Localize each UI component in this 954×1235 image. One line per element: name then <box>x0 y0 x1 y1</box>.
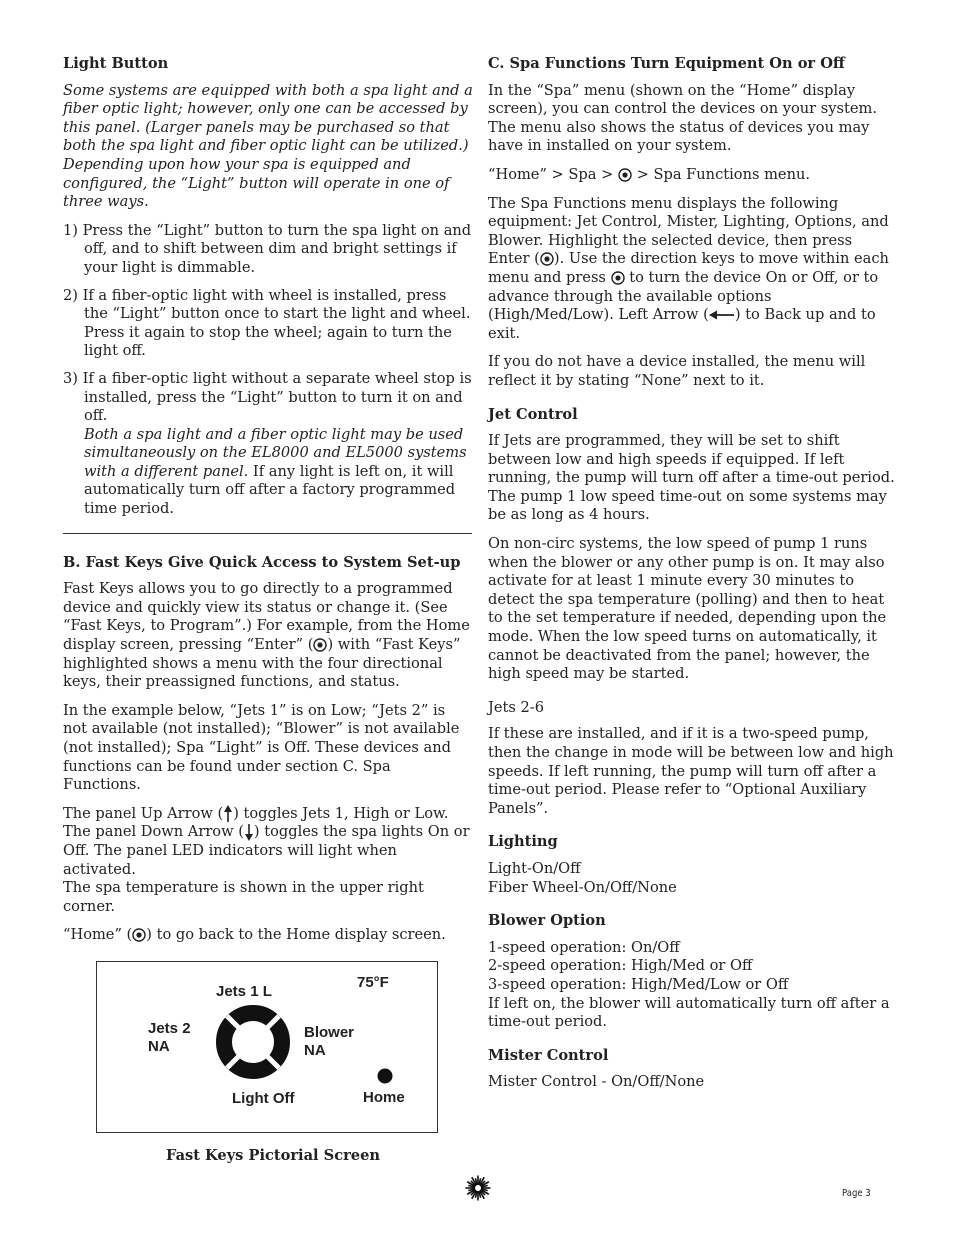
down-arrow-icon <box>244 823 254 841</box>
up-arrow-icon <box>223 805 233 823</box>
spa-functions-p2-a: “Home” > Spa > <box>488 165 614 183</box>
enter-target-icon <box>540 252 554 266</box>
spa-functions-p4: If you do not have a device installed, the menu will reflect it by stating “None” next to it. <box>488 353 866 389</box>
section-divider <box>63 533 472 534</box>
jets-2-6-p1: If these are installed, and if it is a two-speed pump, then the change in mode will be between low and high speeds. If left running, the pump will turn off after a time-out period. Please refer to “Optional Auxiliary Panels”. <box>488 725 894 817</box>
fast-keys-screen <box>96 961 438 1133</box>
blower-line-4: If left on, the blower will automatically turn off after a time-out period. <box>488 994 890 1031</box>
fast-keys-p1-a: Fast Keys allows you to go directly to a programmed device and quickly view its status or change it. (See “Fast Keys, to Program”.) For example, from the Home display screen, pressing “Enter” ( <box>63 580 470 654</box>
light-steps <box>63 222 473 519</box>
right-column <box>488 55 898 1102</box>
fast-keys-p4-a: “Home” ( <box>63 926 133 944</box>
spa-functions-p3-b: ). Use the direction keys to move within each menu and press <box>488 250 889 286</box>
spa-functions-p2 <box>488 166 898 185</box>
fast-keys-p2: In the example below, “Jets 1” is on Low; “Jets 2” is not available (not installed); “Blower” is not available (not installed); Spa “Light” is Off. These devices and functions can be found under section C. Spa Functions. <box>63 701 460 794</box>
blower-options <box>488 939 898 1032</box>
fast-keys-p3-c: ) toggles the spa lights On or Off. The panel LED indicators will light when activated. <box>63 823 470 878</box>
screen-jets2-line2: NA <box>148 1037 170 1055</box>
fast-keys-p3-d: The spa temperature is shown in the upper right corner. <box>63 879 424 915</box>
spa-functions-p3-d: ) to Back up and to exit. <box>488 306 876 342</box>
left-arrow-icon <box>709 310 735 320</box>
fast-keys-p1-b: ) with “Fast Keys” highlighted shows a menu with the four directional keys, their preassigned functions, and status. <box>63 636 461 691</box>
lighting-heading: Lighting <box>488 833 558 851</box>
enter-target-icon <box>618 168 632 182</box>
jet-control-p2: On non-circ systems, the low speed of pump 1 runs when the blower or any other pump is on. It may also activate for at least 1 minute every 30 minutes to detect the spa temperature (polling) and then to heat to the set temperature if needed, depending upon the mode. When the low speed turns on automatically, it cannot be deactivated from the panel; however, the high speed may be started. <box>488 535 887 683</box>
fast-keys-p3 <box>63 805 473 917</box>
left-column <box>63 55 473 1166</box>
directional-ring-icon <box>213 1002 293 1082</box>
lighting-options <box>488 860 898 897</box>
fast-keys-heading: B. Fast Keys Give Quick Access to System Set-up <box>63 553 461 571</box>
screen-blower-label <box>304 1024 354 1060</box>
fast-keys-caption: Fast Keys Pictorial Screen <box>166 1146 380 1164</box>
light-step-3-note-plain: If any light is left on, it will automatically turn off after a factory programmed time period. <box>84 462 456 518</box>
light-step-2: 2) If a fiber-optic light with wheel is installed, press the “Light” button once to start the light and wheel. Press it again to stop the wheel; again to turn the light off. <box>63 286 471 360</box>
screen-temperature: 75°F <box>357 973 389 991</box>
fast-keys-p3-b: ) toggles Jets 1, High or Low. The panel Down Arrow ( <box>63 804 449 841</box>
fast-keys-p1 <box>63 580 473 692</box>
led-indicator-icon <box>377 1068 393 1084</box>
screen-light-label: Light Off <box>232 1089 295 1107</box>
screen-jets2-line1: Jets 2 <box>148 1019 191 1037</box>
fast-keys-p4-b: ) to go back to the Home display screen. <box>146 926 446 944</box>
spa-functions-p3 <box>488 195 898 344</box>
light-step-3 <box>63 370 473 519</box>
jets-2-6-heading: Jets 2-6 <box>488 698 544 716</box>
jet-control-heading: Jet Control <box>488 405 578 423</box>
spa-functions-p1: In the “Spa” menu (shown on the “Home” display screen), you can control the devices on your system. The menu also shows the status of devices you may have in installed on your system. <box>488 81 877 155</box>
enter-target-icon <box>313 638 327 652</box>
light-step-1: 1) Press the “Light” button to turn the spa light on and off, and to shift between dim and bright settings if your light is dimmable. <box>63 221 472 276</box>
light-step-3-text: 3) If a fiber-optic light without a separate wheel stop is installed, press the “Light” button to turn it on and off. <box>63 369 472 425</box>
spa-functions-heading: C. Spa Functions Turn Equipment On or Off <box>488 55 845 72</box>
light-step-3-note-italic: Both a spa light and a fiber optic light may be used simultaneously on the EL8000 and EL5000 systems with a different panel. <box>84 425 467 480</box>
light-button-heading: Light Button <box>63 55 169 72</box>
screen-home-label: Home <box>363 1088 405 1106</box>
screen-blower-line1: Blower <box>304 1023 355 1041</box>
enter-target-icon <box>611 271 625 285</box>
blower-line-2: 2-speed operation: High/Med or Off <box>488 957 753 975</box>
blower-line-1: 1-speed operation: On/Off <box>488 938 680 956</box>
lighting-line-1: Light-On/Off <box>488 859 581 877</box>
screen-jets2-label <box>148 1020 191 1056</box>
screen-jets1-label: Jets 1 L <box>216 982 272 1000</box>
page-number: Page 3 <box>842 1188 871 1199</box>
jet-control-p1: If Jets are programmed, they will be set to shift between low and high speeds if equipped. If left running, the pump will turn off after a time-out period. The pump 1 low speed time-out on some systems may be as long as 4 hours. <box>488 432 895 524</box>
light-intro: Some systems are equipped with both a spa light and a fiber optic light; however, only one can be accessed by this panel. (Larger panels may be purchased so that both the spa light and fiber optic light can be utilized.) Depending upon how your spa is equipped and configured, the “Light” button will operate in one of three ways. <box>63 81 473 211</box>
mister-control-heading: Mister Control <box>488 1046 609 1064</box>
fast-keys-p3-a: The panel Up Arrow ( <box>63 804 224 822</box>
spa-functions-p2-b: > Spa Functions menu. <box>636 165 811 183</box>
lighting-line-2: Fiber Wheel-On/Off/None <box>488 878 677 896</box>
home-enter-target-icon <box>132 928 146 942</box>
sunburst-logo-icon <box>465 1175 491 1201</box>
blower-line-3: 3-speed operation: High/Med/Low or Off <box>488 975 789 993</box>
screen-blower-line2: NA <box>304 1041 326 1059</box>
spa-functions-p3-a: The Spa Functions menu displays the following equipment: Jet Control, Mister, Lighting, Options, and Blower. Highlight the selected device, then press Enter ( <box>488 194 889 268</box>
spa-functions-p3-c: to turn the device On or Off, or to advance through the available options (High/Med/Low). Left Arrow ( <box>488 268 879 324</box>
blower-option-heading: Blower Option <box>488 912 606 930</box>
fast-keys-p4 <box>63 926 473 945</box>
mister-control-options: Mister Control - On/Off/None <box>488 1073 705 1091</box>
